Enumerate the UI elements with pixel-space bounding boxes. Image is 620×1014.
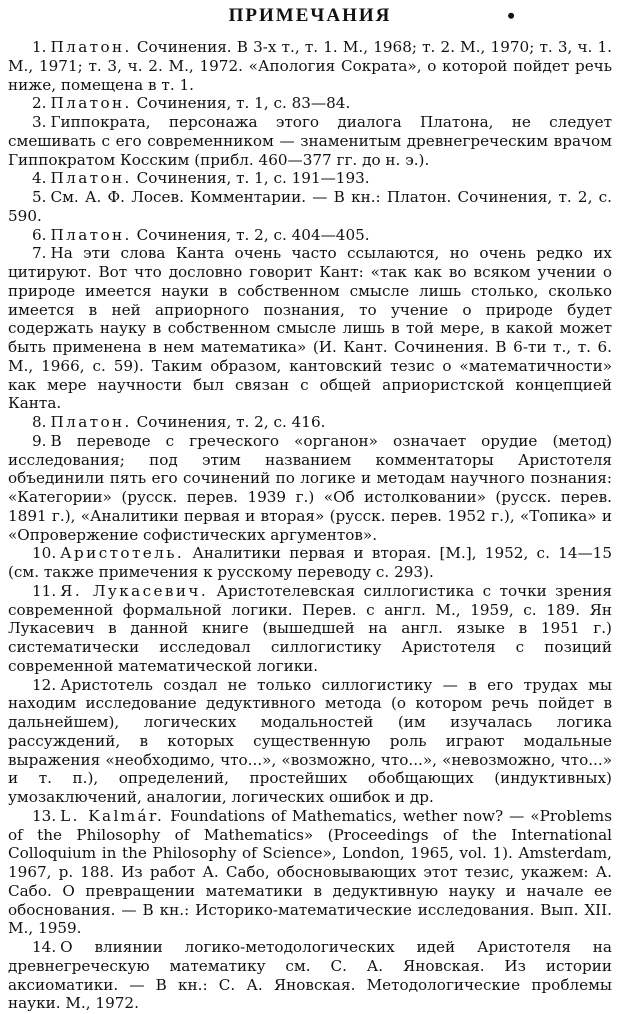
notes-list — [8, 38, 612, 1013]
note-number: 14. — [32, 938, 57, 956]
note-item — [8, 413, 612, 432]
note-item — [8, 38, 612, 94]
page-heading-text: ПРИМЕЧАНИЯ — [228, 5, 392, 26]
note-number: 11. — [32, 581, 57, 600]
note-text: Foundations of Mathematics, wether now? — «Problems of the Philosophy of Mathematics» (Proceedings of the International Colloquium in the Philosophy of Science», London, 1965, vol. 1). Amsterdam, 1967, p. 188. Из работ А. Сабо, обосновывающих этот тезис, укажем: А. Сабо. О превращении математики в дедуктивную науку и начале ее обоснования. — В кн.: Историко-математические исследования. Вып. XII. М., 1959. — [8, 806, 612, 938]
note-number: 6. — [32, 225, 47, 244]
note-text: Сочинения, т. 1, с. 83—84. — [136, 94, 351, 113]
note-text: Аналитики первая и вторая. [М.], 1952, с. 14—15 (см. также примечения к русскому переводу с. 293). — [8, 544, 613, 581]
note-number: 3. — [32, 113, 47, 131]
note-author: Платон. — [50, 38, 132, 56]
note-number: 12. — [32, 675, 57, 694]
note-author: Я. Лукасевич. — [60, 581, 209, 600]
note-author: Платон. — [50, 225, 132, 244]
note-item — [8, 676, 612, 807]
note-item — [8, 113, 612, 169]
note-author: Платон. — [50, 413, 132, 431]
note-text: Аристотель создал не только силлогистику — в его трудах мы находим исследование дедуктивного метода (о котором речь пойдет в дальнейшем), логических модальностей (им изучалась логика рассуждений, в которых существенную роль играют модальные выражения «необходимо, что...», «возможно, что...», «невозможно, что...» и т. п.), определений, простейших обобщающих (индуктивных) умозаключений, аналогии, логических ошибок и др. — [8, 675, 612, 806]
note-number: 8. — [32, 413, 47, 431]
note-text: На эти слова Канта очень часто ссылаются, но очень редко их цитируют. Вот что дословно говорит Кант: «так как во всяком учении о природе имеется науки в собственном смысле лишь столько, сколько имеется в ней априорного познания, то учение о природе будет содержать науку в собственном смысле лишь в той мере, в какой может быть применена в нем математика» (И. Кант. Сочинения. В 6-ти т., т. 6. М., 1966, с. 59). Таким образом, кантовский тезис о «математичности» как мере научности был связан с общей априористской концепцией Канта. — [8, 244, 612, 413]
note-text: О влиянии логико-методологических идей Аристотеля на древнегреческую математику см. С. А. Яновская. Из истории аксиоматики. — В кн.: С. А. Яновская. Методологические проблемы науки. М., 1972. — [8, 938, 612, 1013]
note-number: 9. — [32, 431, 47, 450]
note-number: 13. — [32, 806, 57, 825]
note-number: 7. — [32, 244, 47, 263]
note-item — [8, 226, 612, 245]
note-item — [8, 244, 612, 413]
note-number: 5. — [32, 188, 47, 206]
note-text: Гиппократа, персонажа этого диалога Платона, не следует смешивать с его современником — знаменитым древнегреческим врачом Гиппократом Косским (прибл. 460—377 гг. до н. э.). — [8, 113, 612, 169]
note-item — [8, 582, 612, 676]
note-author: L. Kalmár. — [60, 806, 165, 825]
note-item — [8, 94, 612, 113]
note-number: 10. — [32, 544, 57, 563]
note-number: 1. — [32, 38, 47, 56]
note-number: 2. — [32, 94, 47, 113]
note-text: См. А. Ф. Лосев. Комментарии. — В кн.: Платон. Сочинения, т. 2, с. 590. — [8, 188, 612, 225]
note-item — [8, 169, 612, 188]
note-item — [8, 807, 612, 938]
note-item — [8, 432, 612, 545]
note-item — [8, 188, 612, 226]
decorative-dot-icon: • — [507, 3, 517, 28]
note-author: Платон. — [50, 94, 132, 113]
note-author: Платон. — [50, 169, 132, 188]
note-text: Сочинения. В 3-х т., т. 1. М., 1968; т. 2. М., 1970; т. 3, ч. 1. М., 1971; т. 3, ч. 2. М., 1972. «Апология Сократа», о которой пойдет речь ниже, помещена в т. 1. — [8, 38, 613, 94]
note-item — [8, 938, 612, 1013]
note-number: 4. — [32, 169, 47, 188]
page-heading — [8, 4, 612, 28]
note-text: Сочинения, т. 1, с. 191—193. — [136, 169, 370, 188]
note-author: Аристотель. — [60, 544, 185, 563]
note-text: В переводе с греческого «органон» означает орудие (метод) исследования; под этим названием комментаторы Аристотеля объединили пять его сочинений по логике и методам научного познания: «Категории» (русск. перев. 1939 г.) «Об истолковании» (русск. перев. 1891 г.), «Аналитики первая и вторая» (русск. перев. 1952 г.), «Топика» и «Опровержение софистических аргументов». — [8, 431, 612, 544]
note-text: Аристотелевская силлогистика с точки зрения современной формальной логики. Перев. с англ. М., 1959, с. 189. Ян Лукасевич в данной книге (вышедшей на англ. языке в 1951 г.) систематически исследовал силлогистику Аристотеля с позиций современной математической логики. — [8, 581, 612, 675]
note-text: Сочинения, т. 2, с. 404—405. — [136, 225, 370, 244]
note-text: Сочинения, т. 2, с. 416. — [136, 413, 326, 431]
note-item — [8, 544, 612, 582]
